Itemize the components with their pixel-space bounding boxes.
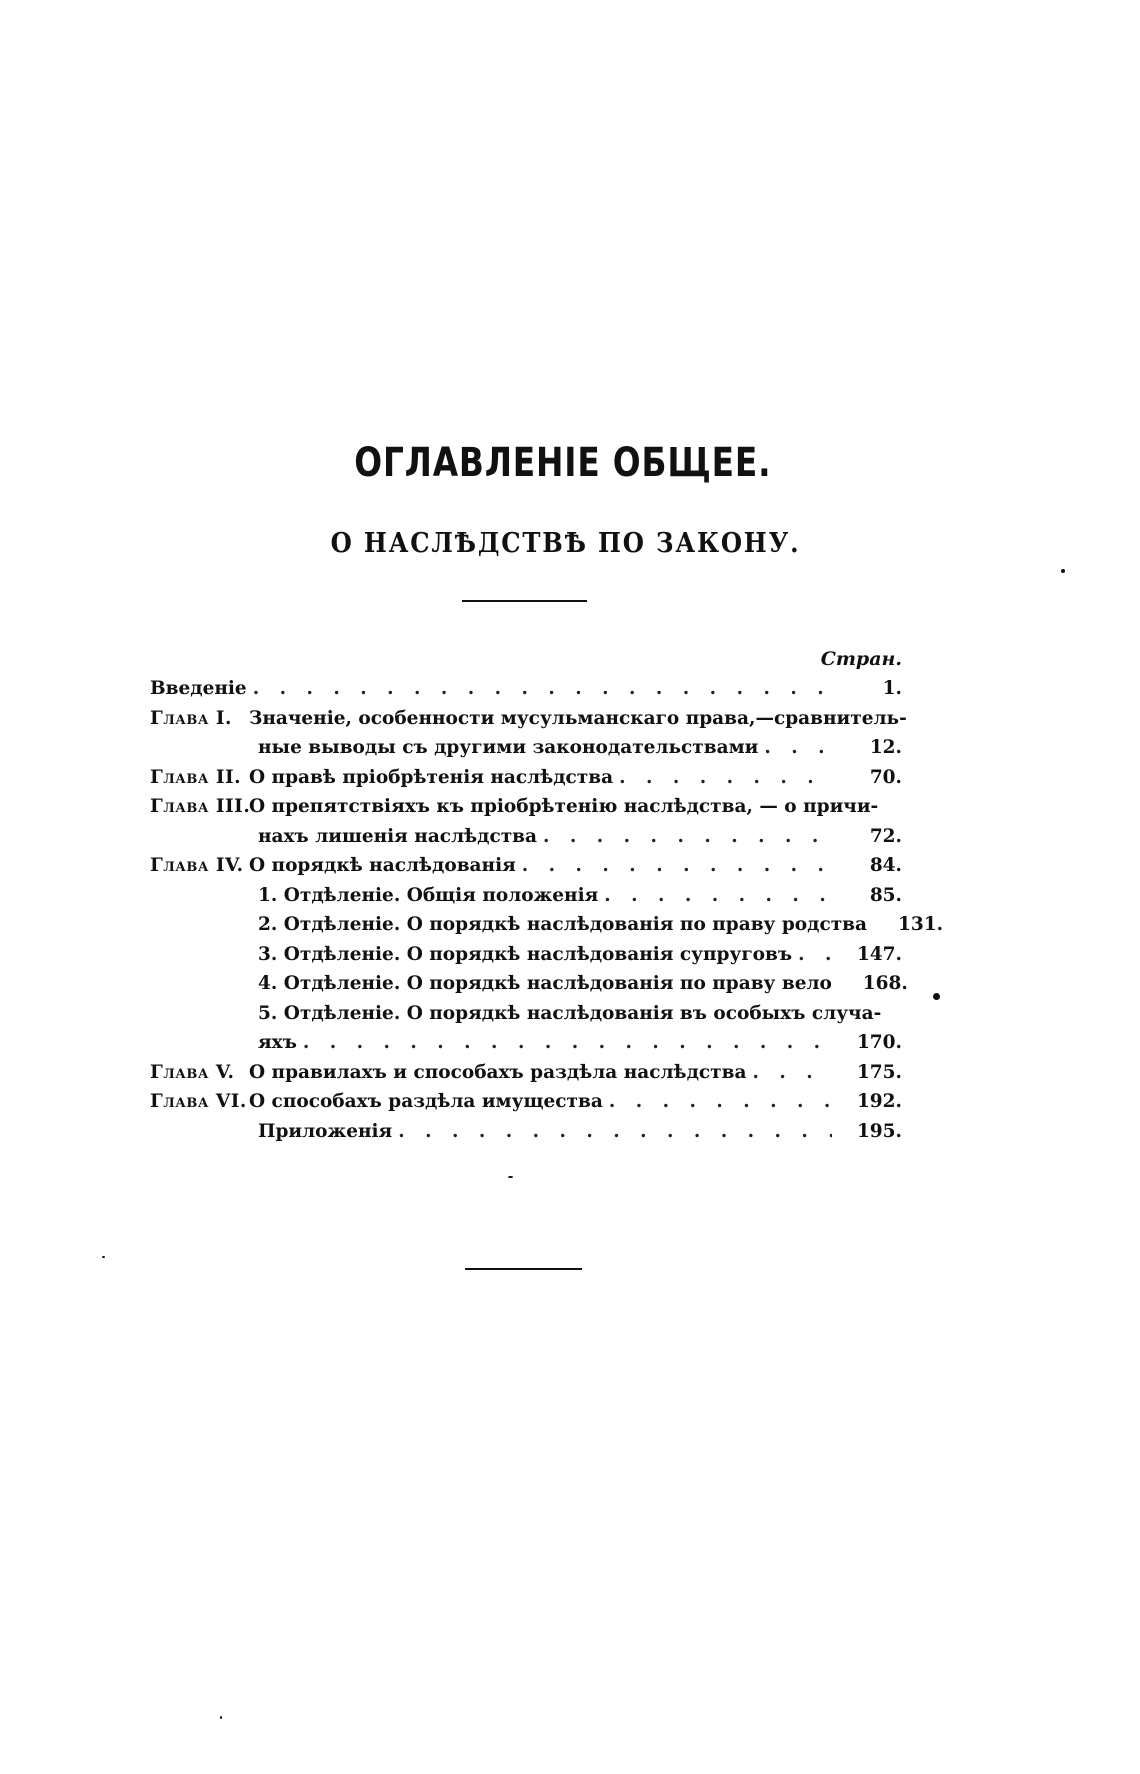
toc-entry: [150, 674, 902, 704]
bottom-divider: [465, 1268, 582, 1270]
toc-entry-label: Глава II.: [150, 766, 242, 788]
leader-dots: [543, 822, 832, 852]
toc-entry: [150, 1117, 902, 1147]
leader-dots: [253, 674, 832, 704]
leader-dots: [398, 1117, 832, 1147]
toc-entry: [150, 822, 902, 852]
toc-entry-label: Глава IV.: [150, 855, 244, 876]
toc-entry-text: нахъ лишенія наслѣдства: [258, 825, 538, 847]
toc-entry: [150, 851, 902, 881]
toc-entry: [150, 999, 902, 1029]
toc-entry-text: О способахъ раздѣла имущества: [249, 1091, 603, 1112]
table-of-contents: [150, 644, 944, 1146]
toc-entry-text: яхъ: [258, 1032, 297, 1053]
scan-speck: [1061, 569, 1065, 573]
leader-dots: [798, 940, 832, 970]
toc-entry-text: ные выводы съ другими законодательствами: [258, 737, 759, 758]
toc-entry-text: О правѣ пріобрѣтенія наслѣдства: [249, 766, 614, 788]
leader-dots: [609, 1087, 832, 1117]
toc-entry-text: О порядкѣ наслѣдованія: [249, 855, 516, 876]
toc-entry-text: 5. Отдѣленіе. О порядкѣ наслѣдованія въ особыхъ случа-: [258, 1002, 882, 1024]
toc-entry: [150, 1028, 902, 1058]
toc-entry-page: 84.: [869, 855, 902, 876]
toc-entry-page: 170.: [856, 1032, 902, 1053]
toc-entry: [150, 881, 902, 911]
toc-entry-page: 195.: [856, 1120, 902, 1142]
toc-entry-page: 1.: [882, 678, 902, 699]
page-title: ОГЛАВЛЕНІЕ ОБЩЕЕ.: [354, 440, 772, 486]
leader-dots: [764, 733, 832, 763]
toc-entry-label: Глава III.: [150, 796, 251, 817]
leader-dots: [522, 851, 832, 881]
toc-entry-page: 131.: [897, 914, 944, 935]
toc-entry-text: 4. Отдѣленіе. О порядкѣ наслѣдованія по праву вело: [258, 973, 832, 994]
page-subtitle: О НАСЛѢДСТВѢ ПО ЗАКОНУ.: [330, 528, 801, 559]
toc-entry-text: Приложенія: [258, 1120, 393, 1142]
toc-entry-page: 12.: [869, 737, 902, 758]
toc-entry-page: 70.: [869, 766, 902, 788]
toc-entry: [150, 1058, 902, 1088]
toc-entry-page: 192.: [856, 1091, 902, 1112]
toc-entry-page: 72.: [869, 825, 902, 847]
leader-dots: [303, 1028, 832, 1058]
toc-entry-text: О препятствіяхъ къ пріобрѣтенію наслѣдства, — о причи-: [249, 796, 879, 817]
toc-entry-text: 2. Отдѣленіе. О порядкѣ наслѣдованія по праву родства: [258, 914, 868, 935]
toc-entry-label: Глава I.: [150, 707, 232, 729]
toc-entry-label: Глава VI.: [150, 1091, 247, 1112]
toc-entry: [150, 910, 944, 940]
toc-entry-page: 147.: [856, 943, 902, 965]
top-divider: [462, 600, 587, 602]
toc-entry-text: Введеніе: [150, 678, 247, 699]
scan-speck: [933, 993, 940, 1000]
toc-entry-text: Значеніе, особенности мусульманскаго права,—сравнитель-: [249, 707, 907, 729]
toc-entry-text: 1. Отдѣленіе. Общія положенія: [258, 884, 599, 906]
scan-speck: [508, 1176, 513, 1178]
leader-dots: [604, 881, 832, 911]
toc-entry-label: Глава V.: [150, 1061, 235, 1083]
scan-speck: [220, 1716, 222, 1719]
toc-entry-text: О правилахъ и способахъ раздѣла наслѣдства: [249, 1061, 747, 1083]
toc-entry: [150, 940, 902, 970]
scan-speck: [102, 1256, 105, 1258]
toc-entry: [150, 1087, 902, 1117]
leader-dots: [752, 1058, 832, 1088]
toc-entry: [150, 969, 908, 999]
toc-entry: [150, 763, 902, 793]
toc-entry: [150, 704, 907, 734]
toc-entry: [150, 792, 902, 822]
page-column-label: Стран.: [820, 648, 902, 670]
toc-entry-page: 168.: [862, 973, 908, 994]
leader-dots: [619, 763, 832, 793]
toc-entry-page: 85.: [869, 884, 902, 906]
toc-entry: [150, 733, 902, 763]
toc-entry-text: 3. Отдѣленіе. О порядкѣ наслѣдованія супруговъ: [258, 943, 793, 965]
toc-entry-page: 175.: [856, 1061, 902, 1083]
